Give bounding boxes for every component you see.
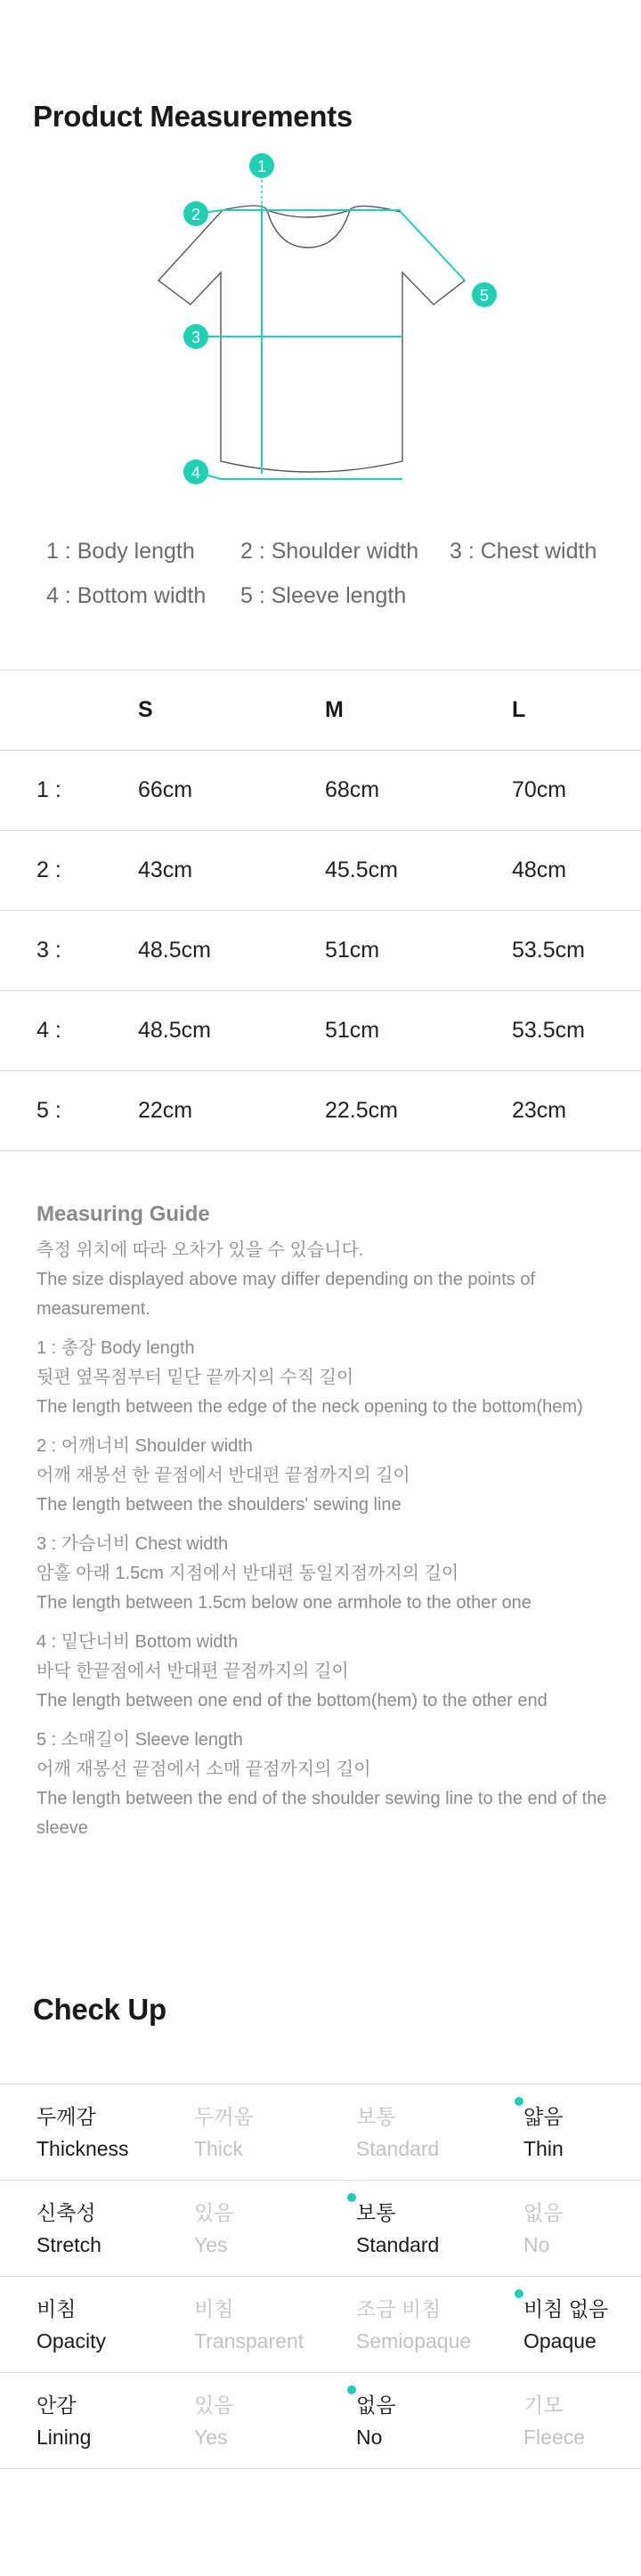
- sleeve-length-line: [401, 212, 465, 280]
- checkup-category: 두께감 Thickness: [37, 2105, 129, 2160]
- guide-item-kr: 암홀 아래 1.5cm 지점에서 반대편 동일지점까지의 길이: [37, 1564, 459, 1583]
- checkup-row-lining: [0, 2373, 641, 2469]
- guide-item-title: 5 : 소매길이 Sleeve length: [37, 1730, 243, 1750]
- checkup-row-stretch: [0, 2181, 641, 2277]
- table-cell: 45.5cm: [325, 831, 512, 911]
- marker-4: [183, 459, 208, 484]
- table-cell: 70cm: [512, 751, 641, 831]
- legend-item: 4 : Bottom width: [46, 583, 207, 608]
- table-cell: 53.5cm: [512, 991, 641, 1071]
- checkup-option-selected: 얇음 Thin: [523, 2101, 564, 2165]
- table-cell: 53.5cm: [512, 911, 641, 991]
- table-row: [0, 831, 641, 911]
- table-row: [0, 751, 641, 831]
- checkup-row-opacity: [0, 2277, 641, 2373]
- checkup-option: 기모 Fleece: [523, 2393, 586, 2449]
- checkup-table: [0, 2084, 641, 2469]
- guide-item-en: The length between the edge of the neck opening to the bottom(hem): [37, 1397, 583, 1417]
- header-cell: [0, 670, 138, 751]
- guide-item-kr: 어깨 재봉선 한 끝점에서 반대편 끝점까지의 길이: [37, 1466, 410, 1485]
- row-label: 2 :: [0, 831, 138, 911]
- guide-item-title: 3 : 가슴너비 Chest width: [37, 1534, 229, 1554]
- table-cell: 48cm: [512, 831, 641, 911]
- table-cell: 23cm: [512, 1071, 641, 1151]
- table-row: [0, 911, 641, 991]
- measuring-guide: [37, 1199, 615, 1843]
- guide-item-en: The length between 1.5cm below one armhole to the other one: [37, 1593, 531, 1613]
- legend-item: 1 : Body length: [46, 539, 195, 564]
- checkup-option: 조금 비침 Semiopaque: [356, 2297, 472, 2353]
- guide-title: Measuring Guide: [37, 1202, 210, 1226]
- checkup-option-selected: 비침 없음 Opaque: [523, 2293, 608, 2357]
- marker-1: [249, 153, 274, 178]
- table-cell: 43cm: [138, 831, 325, 911]
- guide-intro-en: The size displayed above may differ depending on the points of measurement.: [37, 1270, 535, 1319]
- table-cell: 48.5cm: [138, 911, 325, 991]
- checkup-category: 비침 Opacity: [37, 2297, 106, 2353]
- table-cell: 68cm: [325, 751, 512, 831]
- svg-text:3: 3: [191, 329, 201, 346]
- guide-item-title: 2 : 어깨너비 Shoulder width: [37, 1436, 253, 1456]
- guide-item: [37, 1628, 615, 1716]
- marker-5: [472, 282, 497, 307]
- checkup-option-selected: 없음 No: [356, 2389, 395, 2453]
- size-table-header: [0, 670, 641, 751]
- svg-text:4: 4: [191, 464, 201, 482]
- table-cell: 51cm: [325, 991, 512, 1071]
- row-label: 4 :: [0, 991, 138, 1071]
- checkup-category: 안감 Lining: [37, 2393, 92, 2449]
- row-label: 5 :: [0, 1071, 138, 1151]
- checkup-option: 보통 Standard: [356, 2105, 440, 2160]
- row-label: 1 :: [0, 751, 138, 831]
- guide-item: [37, 1530, 615, 1618]
- table-cell: 22cm: [138, 1071, 325, 1151]
- table-cell: 51cm: [325, 911, 512, 991]
- guide-item-en: The length between the shoulders' sewing line: [37, 1495, 402, 1515]
- header-cell-m: M: [325, 670, 512, 751]
- table-cell: 66cm: [138, 751, 325, 831]
- guide-item-kr: 어깨 재봉선 끝점에서 소매 끝점까지의 길이: [37, 1759, 371, 1779]
- checkup-option: 있음 Yes: [194, 2393, 234, 2449]
- header-cell-l: L: [512, 670, 641, 751]
- legend-item: 5 : Sleeve length: [240, 583, 407, 608]
- guide-item-kr: 바닥 한끝점에서 반대편 끝점까지의 길이: [37, 1662, 349, 1681]
- checkup-row-thickness: [0, 2084, 641, 2181]
- legend-item: 3 : Chest width: [450, 539, 597, 564]
- svg-text:1: 1: [256, 158, 267, 175]
- guide-item-title: 1 : 총장 Body length: [37, 1338, 195, 1358]
- svg-text:2: 2: [191, 206, 201, 223]
- marker-3: [183, 324, 208, 349]
- guide-item-en: The length between one end of the bottom(hem) to the other end: [37, 1691, 548, 1711]
- tshirt-measurement-diagram: [142, 142, 516, 499]
- checkup-option: 없음 No: [523, 2201, 564, 2256]
- guide-item-kr: 뒷편 옆목점부터 밑단 끝까지의 수직 길이: [37, 1368, 354, 1387]
- checkup-option: 두꺼움 Thick: [194, 2105, 254, 2160]
- guide-intro-kr: 측정 위치에 따라 오차가 있을 수 있습니다.: [37, 1240, 364, 1260]
- header-cell-s: S: [138, 670, 325, 751]
- checkup-option: 비침 Transparent: [194, 2297, 304, 2353]
- checkup-title: Check Up: [33, 1993, 166, 2026]
- guide-item: [37, 1432, 615, 1520]
- checkup-option: 있음 Yes: [194, 2201, 234, 2256]
- table-cell: 22.5cm: [325, 1071, 512, 1151]
- guide-item-title: 4 : 밑단너비 Bottom width: [37, 1632, 239, 1652]
- legend-item: 2 : Shoulder width: [240, 539, 419, 564]
- row-label: 3 :: [0, 911, 138, 991]
- table-row: [0, 991, 641, 1071]
- guide-item-en: The length between the end of the shoulder sewing line to the end of the sleeve: [37, 1789, 607, 1838]
- measurements-title: Product Measurements: [33, 100, 353, 133]
- svg-text:5: 5: [479, 287, 490, 305]
- checkup-option-selected: 보통 Standard: [356, 2197, 439, 2261]
- checkup-category: 신축성 Stretch: [37, 2201, 101, 2256]
- table-row: [0, 1071, 641, 1151]
- size-table: [0, 670, 641, 1151]
- marker-2: [183, 201, 208, 226]
- table-cell: 48.5cm: [138, 991, 325, 1071]
- guide-item: [37, 1334, 615, 1422]
- guide-item: [37, 1726, 615, 1843]
